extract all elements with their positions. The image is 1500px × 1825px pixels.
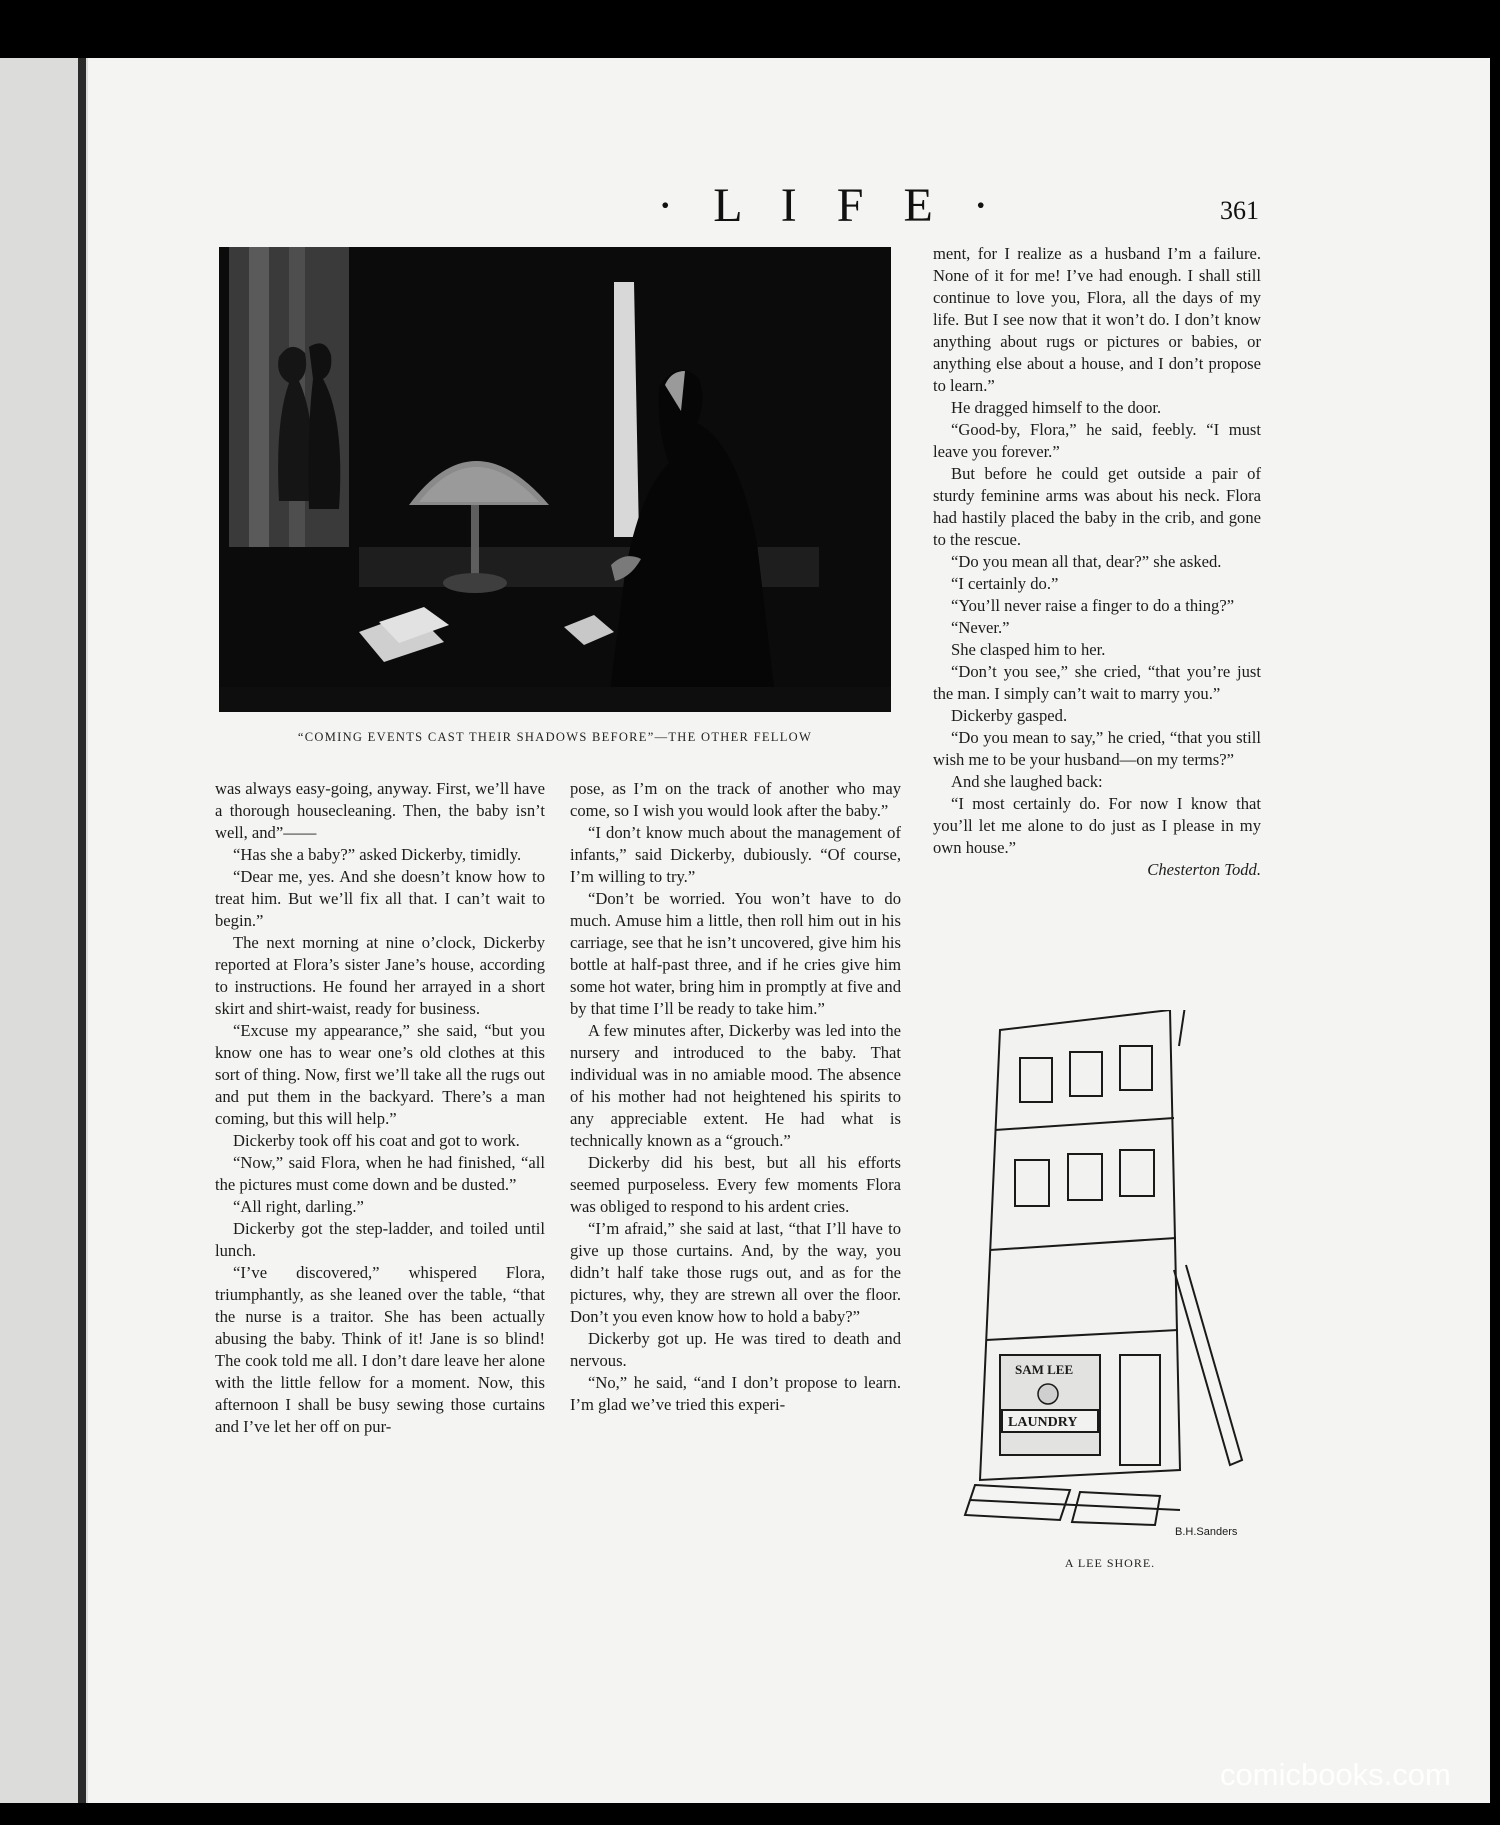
paragraph: “Good-by, Flora,” he said, feebly. “I must leave you forever.” bbox=[933, 420, 1261, 461]
paragraph: “Don’t you see,” she cried, “that you’re just the man. I simply can’t wait to marry you.” bbox=[933, 662, 1261, 703]
paragraph: “Never.” bbox=[951, 618, 1010, 637]
paragraph: “Excuse my appearance,” she said, “but you know one has to wear one’s old clothes at this sort of thing. Now, first we’ll take all the rugs out and put them in the backyard. There’s a man coming, but this will help.” bbox=[215, 1021, 545, 1128]
author-signature: Chesterton Todd. bbox=[1147, 860, 1261, 879]
paragraph: “Now,” said Flora, when he had finished, “all the pictures must come down and be dusted.” bbox=[215, 1153, 545, 1194]
paragraph: But before he could get outside a pair of sturdy feminine arms was about his neck. Flora had hastily placed the baby in the crib, and gone to the rescue. bbox=[933, 464, 1261, 549]
paragraph: Dickerby got the step-ladder, and toiled until lunch. bbox=[215, 1219, 545, 1260]
paragraph: Dickerby did his best, but all his efforts seemed purposeless. Every few moments Flora was obliged to respond to his ardent cries. bbox=[570, 1153, 901, 1216]
paragraph: ment, for I realize as a husband I’m a failure. None of it for me! I’ve had enough. I shall still continue to love you, Flora, all the days of my life. But I see now that it won’t do. I don’t know anything about rugs or pictures or babies, or anything else about a house, and I don’t propose to learn.” bbox=[933, 244, 1261, 395]
paragraph: “Don’t be worried. You won’t have to do much. Amuse him a little, then roll him out in his carriage, see that he isn’t uncovered, give him his bottle at half-past three, and if he cries give him some hot water, bring him in promptly at five and by that time I’ll be ready to take him.” bbox=[570, 889, 901, 1018]
paragraph: The next morning at nine o’clock, Dickerby reported at Flora’s sister Jane’s house, according to instructions. He found her arrayed in a short skirt and shirt-waist, ready for business. bbox=[215, 933, 545, 1018]
paragraph: Dickerby gasped. bbox=[951, 706, 1068, 725]
paragraph: “All right, darling.” bbox=[233, 1197, 364, 1216]
masthead: · L I F E · bbox=[657, 179, 1003, 232]
paragraph: “You’ll never raise a finger to do a thing?” bbox=[951, 596, 1235, 615]
artist-signature: B.H.Sanders bbox=[1175, 1526, 1238, 1538]
laundry-sign-bottom: LAUNDRY bbox=[1008, 1415, 1078, 1430]
paragraph: “Dear me, yes. And she doesn’t know how to treat him. But we’ll fix all that. I can’t wait to begin.” bbox=[215, 867, 545, 930]
watermark: comicbooks.com bbox=[1220, 1757, 1451, 1792]
left-page-edge bbox=[0, 58, 88, 1803]
paragraph: Dickerby got up. He was tired to death and nervous. bbox=[570, 1329, 901, 1370]
paragraph: “Do you mean to say,” he cried, “that you still wish me to be your husband—on my terms?” bbox=[933, 728, 1261, 769]
page-number: 361 bbox=[1220, 196, 1259, 225]
paragraph: She clasped him to her. bbox=[951, 640, 1106, 659]
paragraph: “Has she a baby?” asked Dickerby, timidly. bbox=[233, 845, 522, 864]
paragraph: “I’ve discovered,” whispered Flora, triumphantly, as she leaned over the table, “that the nurse is a traitor. She has been actually abusing the baby. Think of it! Jane is so blind! The cook told me all. I don’t dare leave her alone with the little fellow for a moment. Now, this afternoon I shall be busy sewing those curtains and I’ve let her off on pur- bbox=[215, 1263, 545, 1436]
paragraph: He dragged himself to the door. bbox=[951, 398, 1162, 417]
laundry-sign-top: SAM LEE bbox=[1015, 1362, 1074, 1377]
laundry-cartoon bbox=[960, 1010, 1260, 1550]
paragraph: pose, as I’m on the track of another who may come, so I wish you would look after the baby.” bbox=[570, 779, 901, 820]
paragraph: “I certainly do.” bbox=[951, 574, 1059, 593]
paragraph: was always easy-going, anyway. First, we’ll have a thorough housecleaning. Then, the baby isn’t well, and”—— bbox=[215, 779, 545, 842]
shadow-illustration bbox=[219, 247, 891, 712]
paragraph: “I most certainly do. For now I know that you’ll let me alone to do just as I please in my own house.” bbox=[933, 794, 1261, 857]
paragraph: “I don’t know much about the management of infants,” said Dickerby, dubiously. “Of course, I’m willing to try.” bbox=[570, 823, 901, 886]
paragraph: And she laughed back: bbox=[951, 772, 1103, 791]
illustration-caption: “COMING EVENTS CAST THEIR SHADOWS BEFORE”—THE OTHER FELLOW bbox=[297, 730, 813, 744]
paragraph: Dickerby took off his coat and got to work. bbox=[233, 1131, 520, 1150]
page-gutter bbox=[78, 58, 86, 1803]
paragraph: “No,” he said, “and I don’t propose to learn. I’m glad we’ve tried this experi- bbox=[570, 1373, 901, 1414]
paragraph: “I’m afraid,” she said at last, “that I’ll have to give up those curtains. And, by the way, you didn’t half take those rugs out, and as for the pictures, why, they are strewn all over the floor. Don’t you even know how to hold a baby?” bbox=[570, 1219, 901, 1326]
text-column-1 bbox=[215, 778, 545, 1438]
cartoon-caption: A LEE SHORE. bbox=[1064, 1556, 1156, 1570]
text-column-3 bbox=[933, 243, 1261, 881]
paragraph: “Do you mean all that, dear?” she asked. bbox=[951, 552, 1222, 571]
paragraph: A few minutes after, Dickerby was led into the nursery and introduced to the baby. That individual was in no amiable mood. The absence of his mother had not heightened his spirits to any appreciable extent. He had what is technically known as a “grouch.” bbox=[570, 1021, 901, 1150]
text-column-2 bbox=[570, 778, 901, 1416]
